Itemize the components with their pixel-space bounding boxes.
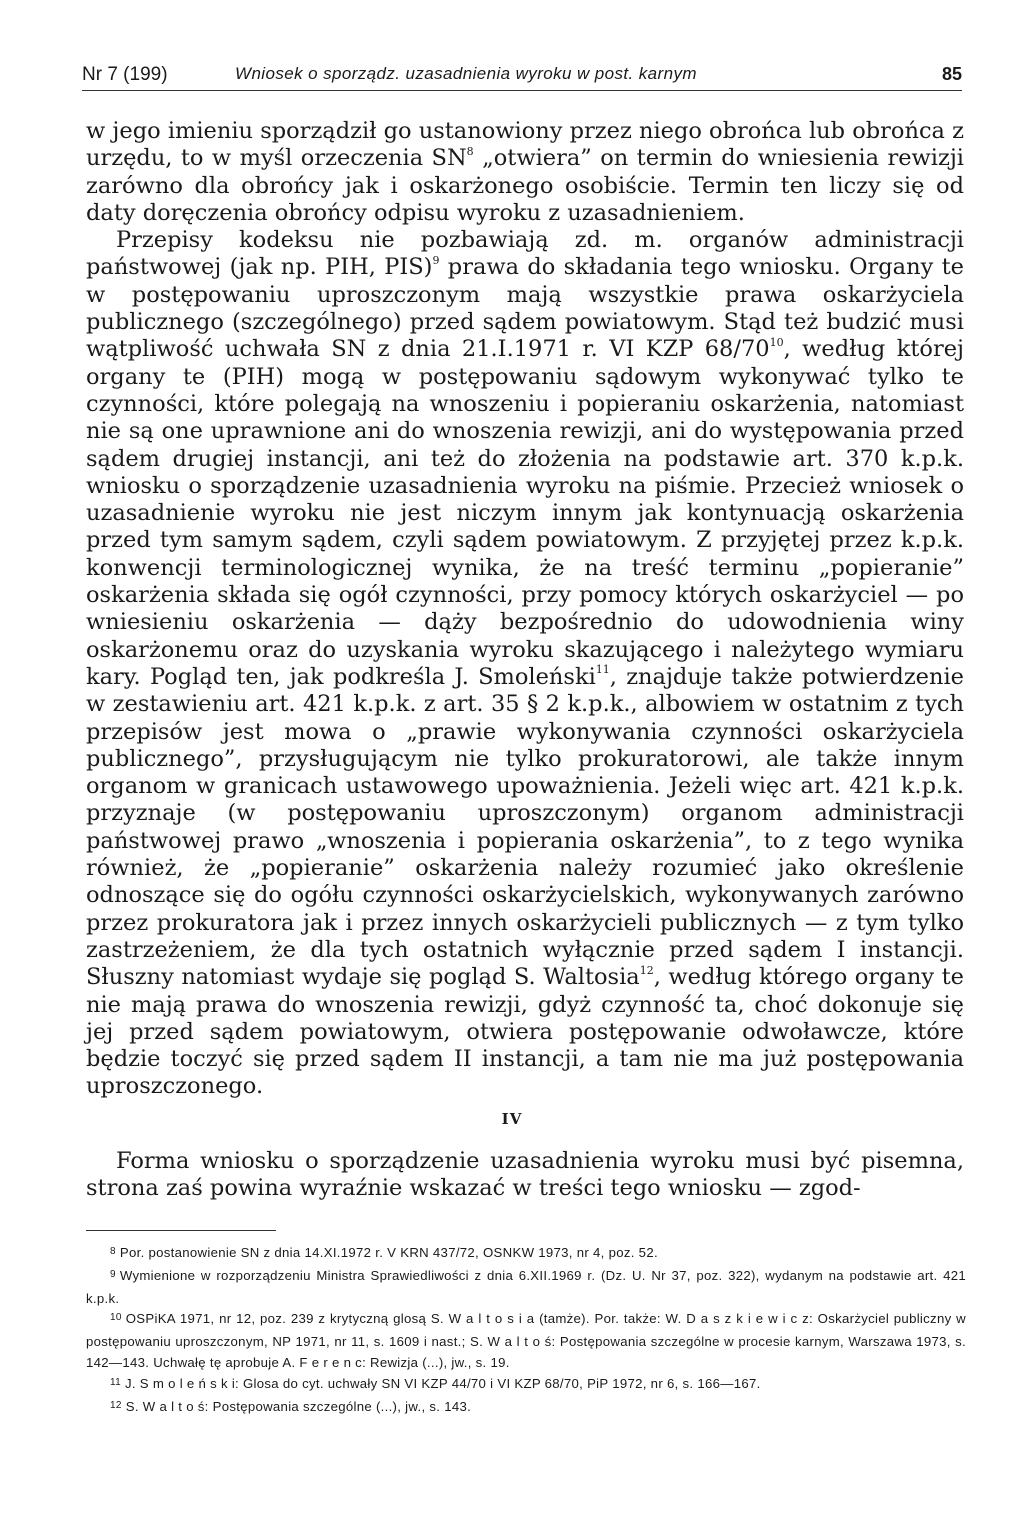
footnote-ref[interactable]: 10 [769, 335, 784, 349]
footnote-ref[interactable]: 11 [595, 663, 610, 677]
footnote-ref[interactable]: 12 [639, 963, 654, 977]
footnote: $^9$ Wymienione w rozporządzeniu Ministra Sprawiedliwości z dnia 6.XII.1969 r. (Dz. U. Nr 37, poz. 322), wydanym na podstawie art. 421 k.p.k. [86, 1267, 966, 1306]
footnote: $^8$ Por. postanowienie SN z dnia 14.XI.1972 r. V KRN 437/72, OSNKW 1973, nr 4, poz. 52. [110, 1245, 658, 1260]
paragraph-organs: Przepisy kodeksu nie pozbawiają zd. m. organów administracji państwowej (jak np. PIH, PIS)$^9$ prawa do składania tego wniosku. Organy te w postępowaniu uproszczonym mają wszystkie prawa oskarżyciela publicznego (szczególnego) przed sądem powiatowym. Stąd też budzić musi wątpliwość uchwała SN z dnia 21.I.1971 r. VI KZP $68/70^{10}$, według której organy te (PIH) mogą w postępowaniu sądowym wykonywać tylko te czynności, które polegają na wnoszeniu i popieraniu oskarżenia, natomiast nie są one uprawnione ani do wnoszenia rewizji, ani do występowania przed sądem drugiej instancji, ani też do złożenia na podstawie art. 370 k.p.k. wniosku o sporządzenie uzasadnienia wyroku na piśmie. Przecież wniosek o uzasadnienie wyroku nie jest niczym innym jak kontynuacją oskarżenia przed tym samym sądem, czyli sądem powiatowym. Z przyjętej przez k.p.k. konwencji terminologicznej wynika, że na treść terminu „popieranie” oskarżenia składa się ogół czynności, przy pomocy których oskarżyciel — po wniesieniu oskarżenia — dąży bezpośrednio do udowodnienia winy oskarżonemu oraz do uzyskania wyroku skazującego i należytego wymiaru kary. Pogląd ten, jak podkreśla J. Smoleński$^{11}$, znajduje także potwierdzenie w zestawieniu art. 421 k.p.k. z art. 35 § 2 k.p.k., albowiem w ostatnim z tych przepisów jest mowa o „prawie wykonywania czynności oskarżyciela publicznego”, przysługującym nie tylko prokuratorowi, ale także innym organom w granicach ustawowego upoważnienia. Jeżeli więc art. 421 k.p.k. przyznaje (w postępowaniu uproszczonym) organom administracji państwowej prawo „wnoszenia i popierania oskarżenia”, to z tego wynika również, że „popieranie” oskarżenia należy rozumieć jako określenie odnoszące się do ogółu czynności oskarżycielskich, wykonywanych zarówno przez prokuratora jak i przez innych oskarżycieli publicznych — z tym tylko zastrzeżeniem, że dla tych ostatnich wyłącznie przed sądem I instancji. Słuszny natomiast wydaje się pogląd S. Waltosia$^{12}$, według którego organy te nie mają prawa do wnoszenia rewizji, gdyż czynność ta, choć dokonuje się jej przed sądem powiatowym, otwiera postępowanie odwoławcze, które będzie toczyć się przed sądem II instancji, a tam nie ma już postępowania uproszczonego. [86, 227, 964, 1100]
issue-number: Nr 7 (199) [82, 64, 168, 85]
section-text [86, 1148, 964, 1203]
footnote-ref[interactable]: 9 [432, 253, 440, 267]
footnote-ref[interactable]: 8 [466, 144, 474, 158]
footnotes [86, 1243, 966, 1419]
main-text [86, 118, 964, 1101]
footnote: $^{10}$ OSPiKA 1971, nr 12, poz. 239 z krytyczną glosą S. W a l t o s i a (tamże). Por. także: W. D a s z k i e w i c z: Oskarżyciel publiczny w postępowaniu uproszczonym, NP 1971, nr 11, s. 1609 i nast.; S. W a l t o ś: Postępowania szczególne w procesie karnym, Warszawa 1973, s. 142—143. Uchwałę tę aprobuje A. F e r e n c: Rewizja (...), jw., s. 19. [86, 1311, 966, 1370]
section-heading: IV [501, 1110, 523, 1128]
paragraph-form: Forma wniosku o sporządzenie uzasadnienia wyroku musi być pisemna, strona zaś powina wyraźnie wskazać w treści tego wniosku — zgod- [86, 1148, 964, 1202]
paragraph-continuation: w jego imieniu sporządził go ustanowiony przez niego obrońca lub obrońca z urzędu, to w myśl orzeczenia $SN^8$ „otwiera” on termin do wniesienia rewizji zarówno dla obrońcy jak i oskarżonego osobiście. Termin ten liczy się od daty doręczenia obrońcy odpisu wyroku z uzasadnieniem. [86, 118, 964, 226]
footnote: $^{11}$ J. S m o l e ń s k i: Glosa do cyt. uchwały SN VI KZP 44/70 i VI KZP 68/70, PiP 1972, nr 6, s. 166—167. [110, 1375, 761, 1391]
footnote: $^{12}$ S. W a l t o ś: Postępowania szczególne (...), jw., s. 143. [110, 1398, 472, 1414]
footnote-divider [86, 1230, 276, 1231]
page-number: 85 [941, 64, 962, 84]
running-title: Wniosek o sporządz. uzasadnienia wyroku w post. karnym [235, 64, 697, 83]
running-header [82, 58, 962, 91]
